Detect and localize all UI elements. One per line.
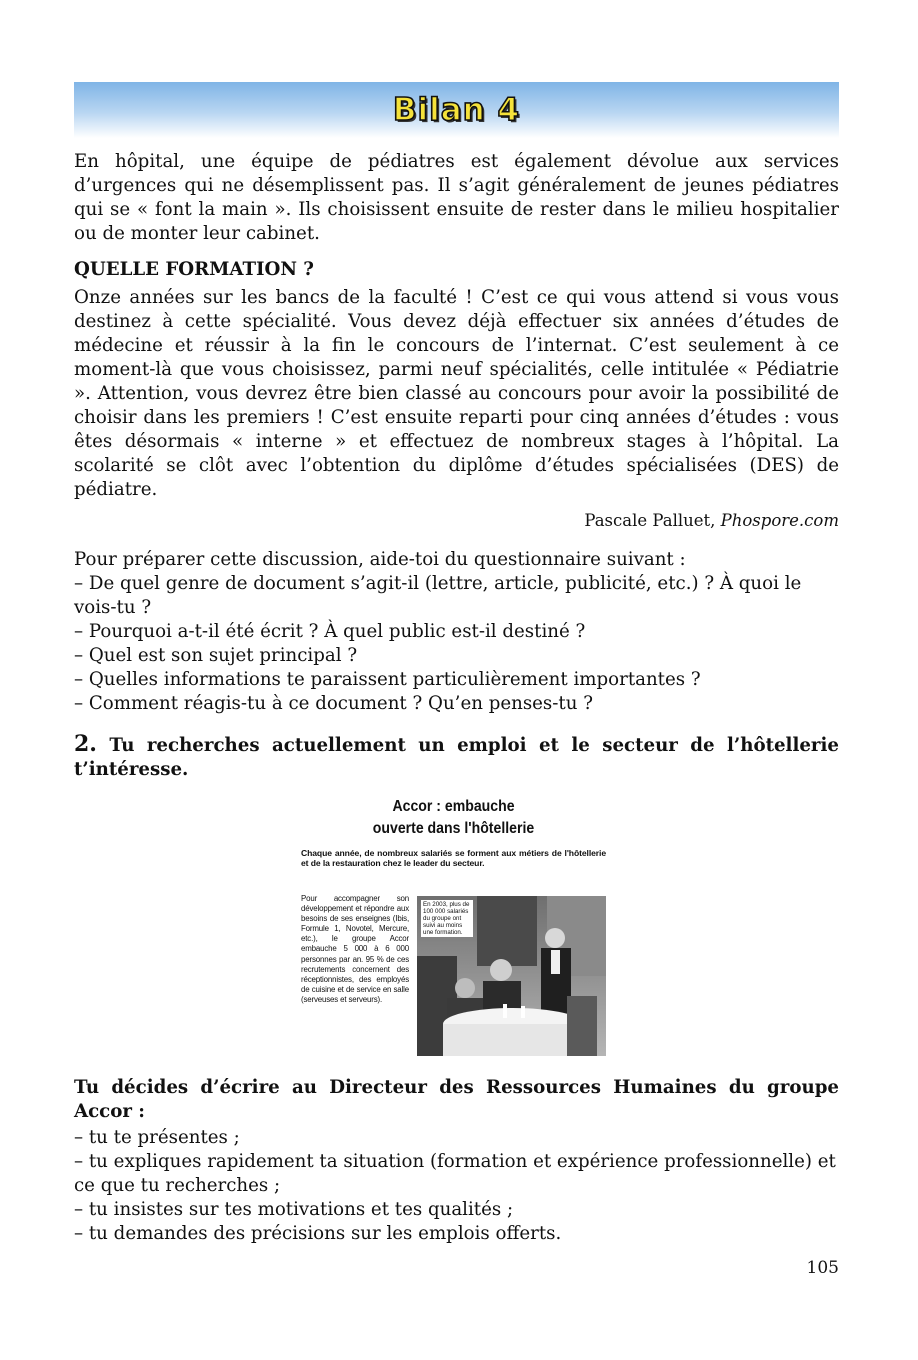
question-item: – De quel genre de document s’agit-il (lettre, article, publicité, etc.) ? À quoi le vois-tu ? — [74, 573, 802, 618]
clipping-lead: Chaque année, de nombreux salariés se forment aux métiers de l'hôtellerie et de la restauration chez le leader du secteur. — [301, 848, 606, 868]
letter-task-item: – tu expliques rapidement ta situation (formation et expérience professionnelle) et ce que tu recherches ; — [74, 1151, 836, 1196]
question-item: – Pourquoi a-t-il été écrit ? À quel public est-il destiné ? — [74, 621, 586, 642]
letter-task-item: – tu te présentes ; — [74, 1127, 240, 1148]
page-number: 105 — [806, 1258, 839, 1278]
section-paragraph: Onze années sur les bancs de la faculté ! C’est ce qui vous attend si vous vous destinez à cette spécialité. Vous devez déjà effectuer six années d’études de médecine et réussir à la fin le concours de l’internat. C’est seulement à ce moment-là que vous choisissez, parmi neuf spécialités, celle intitulée « Pédiatrie ». Attention, vous devrez être bien classé au concours pour avoir la possibilité de choisir dans les premiers ! C’est ensuite reparti pour cinq années d’études : vous êtes désormais « interne » et effectuez de nombreux stages à l’hôpital. La scolarité se clôt avec l’obtention du diplôme d’études spécialisées (DES) de pédiatre. — [74, 287, 839, 500]
page-title: Bilan 4 — [392, 92, 521, 128]
source-site: Phospore.com — [720, 511, 839, 530]
exercise-2 — [74, 732, 839, 782]
letter-instruction: Tu décides d’écrire au Directeur des Ressources Humaines du groupe Accor : — [74, 1077, 839, 1122]
questionnaire-intro: Pour préparer cette discussion, aide-toi du questionnaire suivant : — [74, 549, 686, 570]
questionnaire — [74, 548, 839, 716]
source-author: Pascale Palluet, — [584, 511, 721, 530]
page-content — [74, 82, 839, 1246]
photo-caption: En 2003, plus de 100 000 salariés du groupe ont suivi au moins une formation. — [421, 900, 473, 937]
exercise-number: 2. — [74, 731, 97, 757]
section-heading: QUELLE FORMATION ? — [74, 259, 314, 280]
question-item: – Comment réagis-tu à ce document ? Qu’en penses-tu ? — [74, 693, 593, 714]
letter-task-item: – tu demandes des précisions sur les emplois offerts. — [74, 1223, 562, 1244]
title-banner — [74, 82, 839, 138]
clipping-title-line: Accor : embauche — [392, 798, 515, 815]
clipping-body: Pour accompagner son développement et répondre aux besoins de ses enseignes (Ibis, Formule 1, Novotel, Mercure, etc.), le groupe Accor embauche 5 000 à 6 000 personnes par an. 95 % de ces recrutements concernent des réceptionnistes, des employés de cuisine et de service en salle (serveuses et serveurs). — [301, 894, 409, 1004]
question-item: – Quelles informations te paraissent particulièrement importantes ? — [74, 669, 701, 690]
letter-task-item: – tu insistes sur tes motivations et tes qualités ; — [74, 1199, 514, 1220]
intro-paragraph: En hôpital, une équipe de pédiatres est également dévolue aux services d’urgences qui ne désemplissent pas. Il s’agit généralement de jeunes pédiatres qui se « font la main ». Ils choisissent ensuite de rester dans le milieu hospitalier ou de monter leur cabinet. — [74, 151, 839, 244]
newspaper-clipping — [301, 796, 606, 1058]
exercise-text: Tu recherches actuellement un emploi et le secteur de l’hôtellerie t’intéresse. — [74, 735, 839, 780]
restaurant-photo — [417, 896, 606, 1056]
clipping-title — [319, 796, 587, 840]
question-item: – Quel est son sujet principal ? — [74, 645, 358, 666]
clipping-title-line: ouverte dans l'hôtellerie — [372, 820, 535, 837]
source-citation — [74, 510, 839, 532]
letter-task-list — [74, 1126, 839, 1246]
